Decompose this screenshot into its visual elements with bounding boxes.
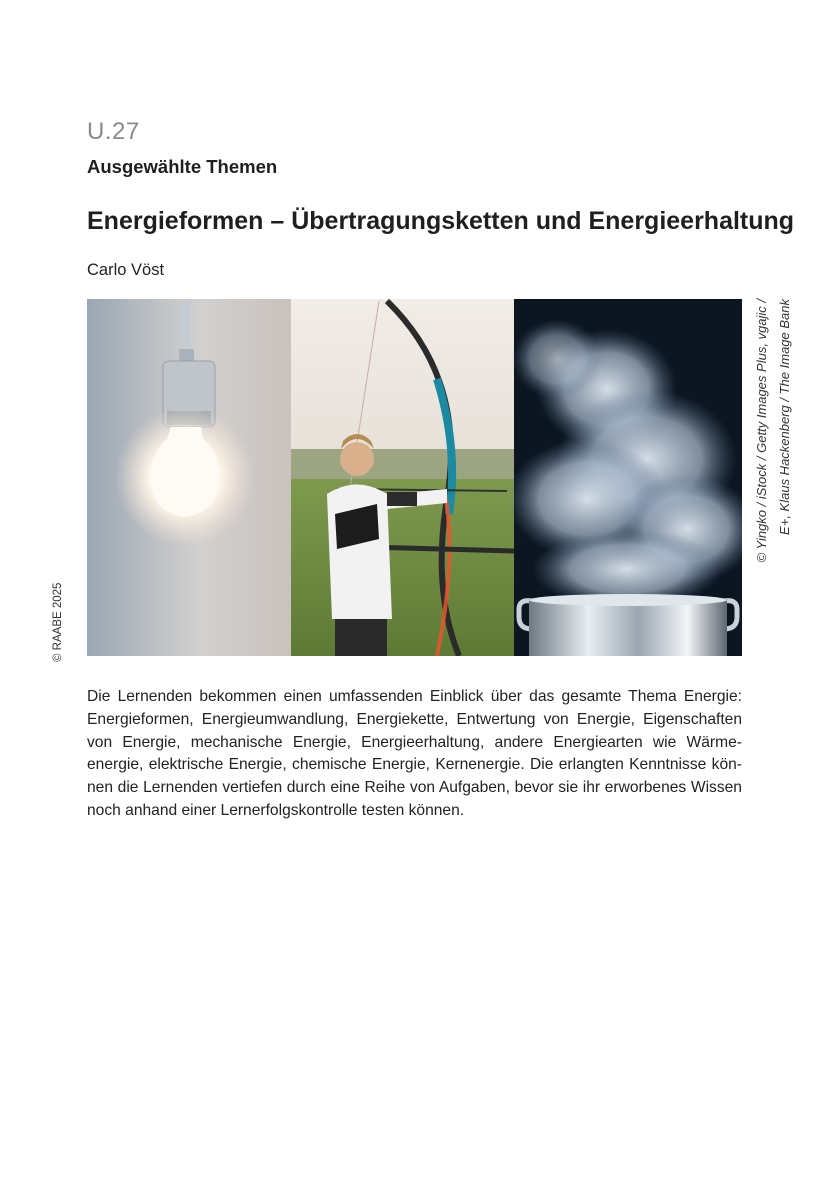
page-title: Energieformen – Übertragungsketten und Energieerhaltung	[87, 207, 795, 235]
photo-credit-line-2: E+, Klaus Hackenberg / The Image Bank	[777, 299, 792, 535]
series-label: Ausgewählte Themen	[87, 156, 278, 177]
photo-credit	[750, 299, 800, 657]
steaming-pot-panel	[507, 299, 742, 656]
unit-code: U.27	[87, 118, 140, 145]
cover-photo-collage	[87, 299, 742, 656]
light-bulb-panel	[87, 299, 291, 656]
copyright-notice: © RAABE 2025	[52, 582, 64, 662]
author-name: Carlo Vöst	[87, 261, 165, 279]
photo-credit-line-1: © Yingko / iStock / Getty Images Plus, vgajic /	[754, 299, 769, 563]
abstract-text: Die Lernenden bekommen einen umfassenden Einblick über das gesamte Thema Energie: Energieformen, Energieumwandlung, Energiekette, Entwertung von Energie, Eigenschaften von Energie, mechanische Energie, Energieerhaltung, andere Energiearten wie Wärmeenergie, elektrische Energie, chemische Energie, Kernenergie. Die erlangten Kenntnisse können die Lernenden vertiefen durch eine Reihe von Aufgaben, bevor sie ihr erworbenes Wissen noch anhand einer Lernerfolgskontrolle testen können.	[87, 688, 742, 819]
archer-panel	[291, 299, 514, 656]
